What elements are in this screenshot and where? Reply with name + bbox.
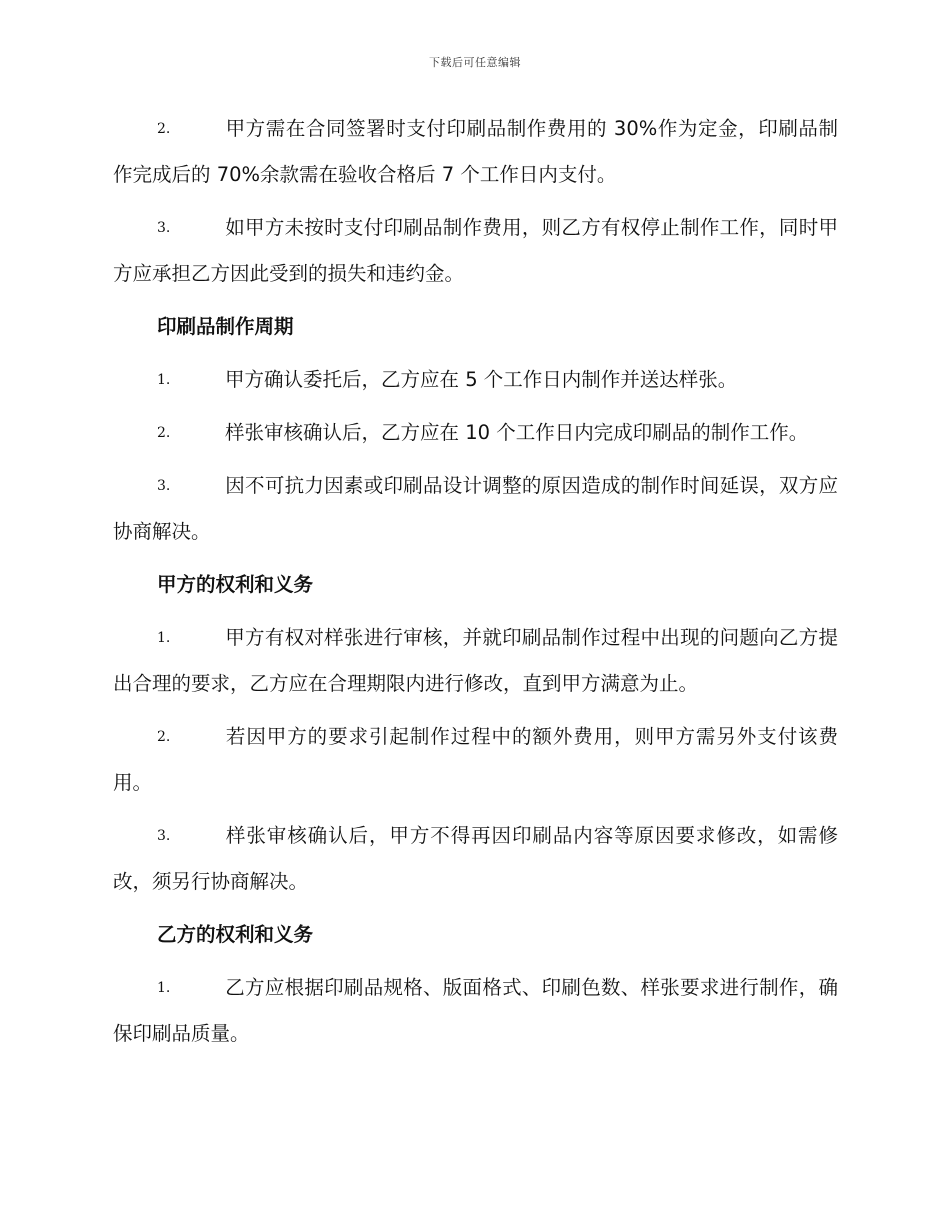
clause-text: 如甲方未按时支付印刷品制作费用，则乙方有权停止制作工作，同时甲方应承担乙方因此受到的损失和违约金。 xyxy=(113,216,838,285)
clause-party-a-1 xyxy=(113,615,838,707)
section-heading-party-a-rights: 甲方的权利和义务 xyxy=(157,573,314,596)
clause-payment-2 xyxy=(113,106,838,198)
clause-number: 3. xyxy=(157,478,171,494)
clause-text: 甲方确认委托后，乙方应在 5 个工作日内制作并送达样张。 xyxy=(225,368,738,391)
clause-period-3 xyxy=(113,463,838,555)
clause-text: 甲方需在合同签署时支付印刷品制作费用的 30%作为定金，印刷品制作完成后的 70%余款需在验收合格后 7 个工作日内支付。 xyxy=(113,117,838,186)
clause-number: 2. xyxy=(157,121,171,137)
clause-text: 甲方有权对样张进行审核，并就印刷品制作过程中出现的问题向乙方提出合理的要求，乙方应在合理期限内进行修改，直到甲方满意为止。 xyxy=(113,626,838,695)
clause-text: 乙方应根据印刷品规格、版面格式、印刷色数、样张要求进行制作，确保印刷品质量。 xyxy=(113,976,838,1045)
clause-text: 因不可抗力因素或印刷品设计调整的原因造成的制作时间延误，双方应协商解决。 xyxy=(113,474,838,543)
section-heading-production-period: 印刷品制作周期 xyxy=(157,315,294,338)
section-heading-party-b-rights: 乙方的权利和义务 xyxy=(157,923,314,946)
clause-party-a-3 xyxy=(113,813,838,905)
clause-party-a-2 xyxy=(113,714,838,806)
clause-number: 1. xyxy=(157,980,171,996)
clause-number: 2. xyxy=(157,729,171,745)
page-header-note: 下载后可任意编辑 xyxy=(429,56,521,69)
clause-period-1 xyxy=(113,357,838,403)
clause-number: 3. xyxy=(157,220,171,236)
document-body xyxy=(113,106,838,1064)
clause-payment-3 xyxy=(113,205,838,297)
clause-text: 样张审核确认后，乙方应在 10 个工作日内完成印刷品的制作工作。 xyxy=(225,421,809,444)
clause-number: 1. xyxy=(157,630,171,646)
clause-number: 1. xyxy=(157,372,171,388)
clause-party-b-1 xyxy=(113,965,838,1057)
clause-number: 2. xyxy=(157,425,171,441)
clause-period-2 xyxy=(113,410,838,456)
clause-text: 若因甲方的要求引起制作过程中的额外费用，则甲方需另外支付该费用。 xyxy=(113,725,838,794)
clause-number: 3. xyxy=(157,828,171,844)
clause-text: 样张审核确认后，甲方不得再因印刷品内容等原因要求修改，如需修改，须另行协商解决。 xyxy=(113,824,838,893)
